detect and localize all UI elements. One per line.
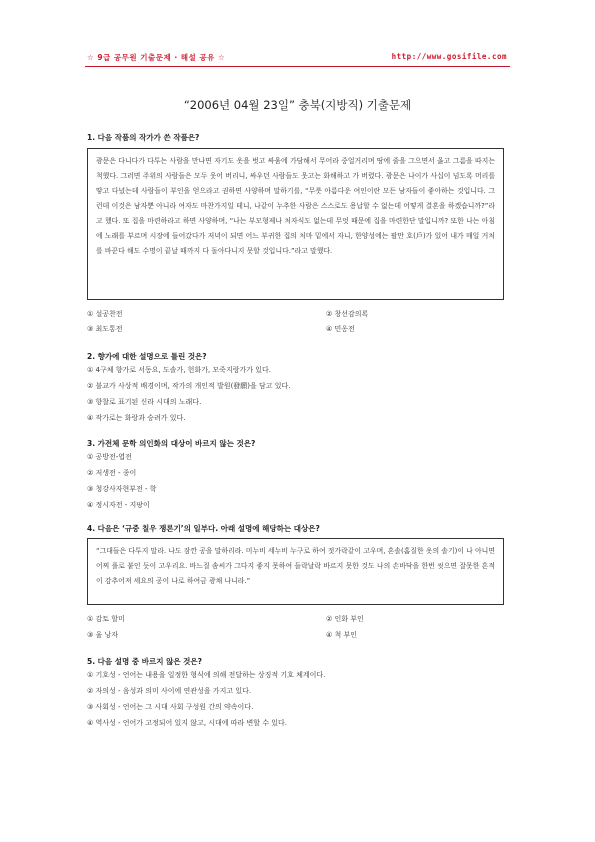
question-1: 1. 다음 작품의 작가가 쓴 작품은? <box>87 133 200 142</box>
q3-option-4[interactable]: ④ 정시자전 - 지팡이 <box>87 501 150 509</box>
passage-1: 광문은 다니다가 다투는 사람을 만나면 자기도 옷을 벗고 싸움에 가담해서 무어라 중얼거리며 땅에 줄을 그으면서 옳고 그름을 따지는 척했다. 그러면 주위의 사람들은 모두 웃어 버리니, 싸우던 사람들도 웃고는 화해하고 가 버렸다. 광문은 나이가 사십이 넘도록 머리를 땋고 다녔는데 사람들이 부인을 얻으라고 권하면 사양하며 말하기를, “무릇 아름다운 여인이란 모든 남자들이 좋아하는 것입니다. 그런데 이것은 남자뿐 아니라 여자도 마찬가지일 테니, 나같이 누추한 사람은 스스로도 용납할 수 없는데 어떻게 결혼을 하겠습니까?”라고 했다. 또 집을 마련하라고 하면 사양하며, “나는 부모형제나 처자식도 없는데 무엇 때문에 집을 마련한단 말입니까? 또한 나는 아침에 노래를 부르며 시장에 들어갔다가 저녁이 되면 어느 부귀한 집의 처마 밑에서 자니, 한양성에는 팔만 호(戶)가 있어 내가 매일 거처를 바꾼다 해도 수명이 끝날 때까지 다 돌아다니지 못할 것입니다.”라고 말했다. <box>87 148 504 300</box>
page-title: “2006년 04월 23일” 충북(지방직) 기출문제 <box>183 98 412 112</box>
q3-option-3[interactable]: ③ 청강사자현부전 - 학 <box>87 485 157 493</box>
q3-option-2[interactable]: ② 저생전 - 종이 <box>87 469 137 477</box>
q1-option-1[interactable]: ① 설공찬전 <box>87 310 123 318</box>
q2-option-2[interactable]: ② 불교가 사상적 배경이며, 작가의 개인적 발원(發願)을 담고 있다. <box>87 382 291 390</box>
q2-option-4[interactable]: ④ 작가로는 화랑과 승려가 있다. <box>87 414 186 422</box>
q2-option-1[interactable]: ① 4구체 향가로 서동요, 도솔가, 헌화가, 모죽지랑가가 있다. <box>87 366 271 374</box>
header-divider <box>85 66 510 67</box>
question-2: 2. 향가에 대한 설명으로 틀린 것은? <box>87 352 207 361</box>
q5-option-1[interactable]: ① 기호성 - 언어는 내용을 일정한 형식에 의해 전달하는 상징적 기호 체계이다. <box>87 671 326 679</box>
question-5: 5. 다음 설명 중 바르지 않은 것은? <box>87 657 203 666</box>
header-url[interactable]: http://www.gosifile.com <box>391 52 507 61</box>
q4-option-4[interactable]: ④ 척 부인 <box>326 631 358 639</box>
passage-4: “그대들은 다투지 말라. 나도 잠깐 공을 말하리라. 미누비 세누비 누구로 하여 젓가락같이 고우며, 혼솔(홈질한 옷의 솔기)이 나 아니면 어찌 풀로 붙인 듯이 고우리요. 바느질 솜씨가 그다지 좋지 못하여 들락날락 바르지 못한 것도 나의 손바닥을 한번 씻으면 잘못한 흔적이 감추어져 세요의 공이 나로 하여금 광채 나니라.” <box>87 538 504 605</box>
q1-option-4[interactable]: ④ 민옹전 <box>326 325 355 333</box>
q5-option-2[interactable]: ② 자의성 - 음성과 의미 사이에 연관성을 가지고 있다. <box>87 687 252 695</box>
q4-option-3[interactable]: ③ 울 낭자 <box>87 631 119 639</box>
q4-option-2[interactable]: ② 인화 부인 <box>326 615 364 623</box>
q1-option-3[interactable]: ③ 최도통전 <box>87 325 123 333</box>
question-4: 4. 다음은 ‘규중 칠우 쟁론기’의 일부다. 아래 설명에 해당하는 대상은? <box>87 524 320 533</box>
q4-option-1[interactable]: ① 감토 할미 <box>87 615 125 623</box>
q3-option-1[interactable]: ① 공방전-엽전 <box>87 453 132 461</box>
q5-option-3[interactable]: ③ 사회성 - 언어는 그 시대 사회 구성원 간의 약속이다. <box>87 703 254 711</box>
question-3: 3. 가전체 문학 의인화의 대상이 바르지 않는 것은? <box>87 439 256 448</box>
q1-option-2[interactable]: ② 창선감의록 <box>326 310 369 318</box>
header-left: ☆ 9급 공무원 기출문제 · 해설 공유 ☆ <box>87 53 226 62</box>
q5-option-4[interactable]: ④ 역사성 - 언어가 고정되어 있지 않고, 시대에 따라 변할 수 있다. <box>87 719 288 727</box>
q2-option-3[interactable]: ③ 향찰로 표기된 신라 시대의 노래다. <box>87 398 202 406</box>
